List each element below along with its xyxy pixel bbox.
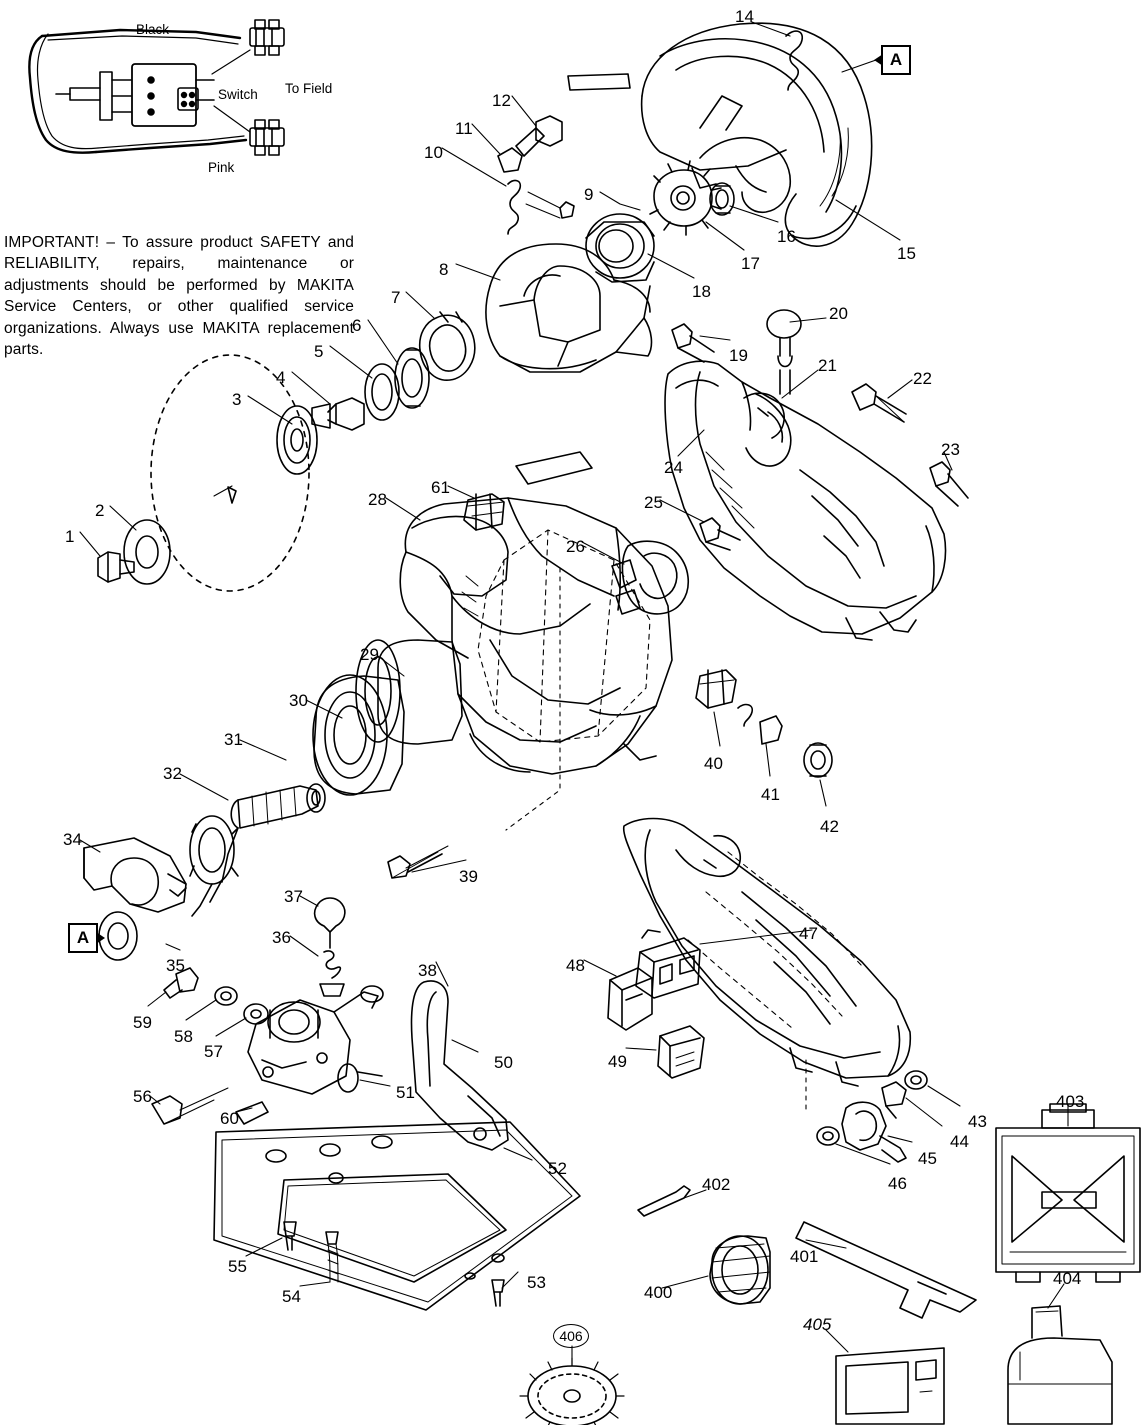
callout-20: 20 bbox=[829, 304, 848, 323]
part-12-bolt bbox=[516, 116, 562, 156]
handle-half-housing bbox=[624, 819, 911, 1087]
part-22-screw bbox=[852, 384, 906, 422]
callout-2: 2 bbox=[95, 501, 105, 520]
part-34-bracket bbox=[84, 838, 186, 912]
part-23-screw bbox=[930, 462, 968, 506]
part-58-washer bbox=[215, 987, 237, 1005]
part-60-rail bbox=[236, 1102, 268, 1124]
callout-53: 53 bbox=[527, 1273, 546, 1292]
callout-39: 39 bbox=[459, 867, 478, 886]
callout-9: 9 bbox=[584, 185, 594, 204]
part-43-washer bbox=[905, 1071, 927, 1089]
callout-6: 6 bbox=[352, 316, 362, 335]
part-52-base-plate bbox=[214, 1122, 580, 1310]
callout-54: 54 bbox=[282, 1287, 301, 1306]
part-401-rip-fence bbox=[796, 1222, 976, 1318]
part-5-bearing bbox=[365, 364, 399, 420]
callout-57: 57 bbox=[204, 1042, 223, 1061]
part-8-gear-case bbox=[486, 244, 652, 372]
wire-label-pink: Pink bbox=[208, 160, 235, 175]
part-40-brush-holder bbox=[696, 670, 736, 708]
part-6-bearing bbox=[395, 348, 429, 408]
callout-46: 46 bbox=[888, 1174, 907, 1193]
callout-14: 14 bbox=[735, 7, 754, 26]
callout-61: 61 bbox=[431, 478, 450, 497]
part-18-housing-ring bbox=[586, 214, 654, 282]
callout-36: 36 bbox=[272, 928, 291, 947]
callout-12: 12 bbox=[492, 91, 511, 110]
part-55-screw bbox=[284, 1222, 296, 1250]
part-31-armature bbox=[222, 784, 325, 882]
part-48-trigger bbox=[608, 968, 652, 1030]
callout-5: 5 bbox=[314, 342, 324, 361]
part-28-motor-housing bbox=[400, 498, 672, 774]
callout-10: 10 bbox=[424, 143, 443, 162]
callout-16: 16 bbox=[777, 227, 796, 246]
callout-29: 29 bbox=[360, 645, 379, 664]
callout-51: 51 bbox=[396, 1083, 415, 1102]
callout-8: 8 bbox=[439, 260, 449, 279]
saw-blade-outline bbox=[151, 355, 309, 591]
callout-47: 47 bbox=[799, 924, 818, 943]
part-39-bolt bbox=[388, 846, 448, 878]
callout-41: 41 bbox=[761, 785, 780, 804]
callout-3: 3 bbox=[232, 390, 242, 409]
callout-40: 40 bbox=[704, 754, 723, 773]
callout-19: 19 bbox=[729, 346, 748, 365]
part-2-flange bbox=[124, 520, 170, 584]
callout-31: 31 bbox=[224, 730, 243, 749]
wire-label-black: Black bbox=[136, 22, 170, 37]
part-45-cable-clamp bbox=[842, 1102, 906, 1162]
callout-42: 42 bbox=[820, 817, 839, 836]
part-16-bearing bbox=[710, 183, 734, 215]
callout-25: 25 bbox=[644, 493, 663, 512]
part-400-wheel bbox=[710, 1236, 770, 1304]
callout-34: 34 bbox=[63, 830, 82, 849]
callout-43: 43 bbox=[968, 1112, 987, 1131]
callout-17: 17 bbox=[741, 254, 760, 273]
callout-30: 30 bbox=[289, 691, 308, 710]
callout-45: 45 bbox=[918, 1149, 937, 1168]
callout-55: 55 bbox=[228, 1257, 247, 1276]
wire-label-switch: Switch bbox=[218, 87, 258, 102]
callout-52: 52 bbox=[548, 1159, 567, 1178]
callout-401: 401 bbox=[790, 1247, 819, 1266]
callout-11: 11 bbox=[455, 119, 473, 138]
part-44-screw bbox=[882, 1082, 906, 1118]
part-402-hex-wrench bbox=[638, 1186, 690, 1216]
section-marker-a-top bbox=[881, 45, 911, 75]
part-19-screw bbox=[672, 324, 714, 362]
callout-58: 58 bbox=[174, 1027, 193, 1046]
part-46-washer bbox=[817, 1127, 839, 1145]
part-20-knob bbox=[767, 310, 801, 394]
callout-24: 24 bbox=[664, 458, 683, 477]
callout-23: 23 bbox=[941, 440, 960, 459]
part-24-handle-housing bbox=[665, 361, 945, 640]
callout-402: 402 bbox=[702, 1175, 731, 1194]
callout-35: 35 bbox=[166, 956, 185, 975]
part-42-cap bbox=[804, 743, 832, 777]
part-38-pivot-assembly bbox=[248, 986, 383, 1094]
callout-26: 26 bbox=[566, 537, 585, 556]
part-53-screw bbox=[492, 1280, 504, 1306]
part-10-spring bbox=[508, 181, 574, 234]
section-marker-a-bottom-label: A bbox=[76, 928, 90, 947]
callout-28: 28 bbox=[368, 490, 387, 509]
part-3-flange bbox=[277, 406, 317, 474]
part-405-charger bbox=[836, 1348, 944, 1424]
callout-15: 15 bbox=[897, 244, 916, 263]
callout-37: 37 bbox=[284, 887, 303, 906]
part-49-contact bbox=[658, 1026, 704, 1078]
callout-405: 405 bbox=[803, 1315, 832, 1334]
part-4-spindle bbox=[312, 398, 364, 430]
callout-22: 22 bbox=[913, 369, 932, 388]
callout-32: 32 bbox=[163, 764, 182, 783]
part-403-carry-case bbox=[996, 1104, 1140, 1282]
callout-38: 38 bbox=[418, 961, 437, 980]
callout-18: 18 bbox=[692, 282, 711, 301]
callout-7: 7 bbox=[391, 288, 401, 307]
part-404-battery bbox=[1008, 1306, 1112, 1424]
callout-59: 59 bbox=[133, 1013, 152, 1032]
safety-notice: IMPORTANT! – To assure product SAFETY and RELIABILITY, repairs, maintenance or adjustments should be performed by MAKITA Service Centers, or other qualified service organizations. Always use MAKITA replacement parts. bbox=[4, 234, 354, 358]
part-36-spring bbox=[320, 951, 344, 996]
callout-56: 56 bbox=[133, 1087, 152, 1106]
callout-400: 400 bbox=[644, 1283, 673, 1302]
part-57-washer bbox=[244, 1004, 268, 1024]
section-marker-a-top-label: A bbox=[889, 50, 903, 69]
part-41-brush bbox=[738, 705, 782, 744]
part-51-lever-pin bbox=[338, 1064, 382, 1092]
part-26-lever bbox=[612, 541, 688, 614]
part-11-screw bbox=[498, 148, 522, 172]
callout-21: 21 bbox=[818, 356, 837, 375]
callout-403: 403 bbox=[1056, 1092, 1085, 1111]
wire-label-to-field: To Field bbox=[285, 81, 333, 96]
callout-404: 404 bbox=[1053, 1269, 1082, 1288]
detail-plate bbox=[516, 452, 592, 484]
callout-60: 60 bbox=[220, 1109, 239, 1128]
part-25-screw bbox=[700, 518, 740, 550]
callout-49: 49 bbox=[608, 1052, 627, 1071]
part-37-knob bbox=[315, 898, 345, 948]
callout-48: 48 bbox=[566, 956, 585, 975]
part-54-screw bbox=[326, 1232, 338, 1282]
part-14-spring bbox=[786, 31, 802, 90]
callout-4: 4 bbox=[276, 368, 286, 387]
callout-circled-406: 406 bbox=[553, 1324, 589, 1348]
callout-1: 1 bbox=[65, 527, 75, 546]
callout-50: 50 bbox=[494, 1053, 513, 1072]
part-406-blade bbox=[520, 1358, 624, 1425]
part-32-armature-fan bbox=[170, 816, 238, 916]
section-marker-a-bottom bbox=[68, 923, 98, 953]
callout-44: 44 bbox=[950, 1132, 969, 1151]
part-56-rod bbox=[152, 1088, 228, 1124]
part-1-bolt bbox=[98, 552, 134, 582]
